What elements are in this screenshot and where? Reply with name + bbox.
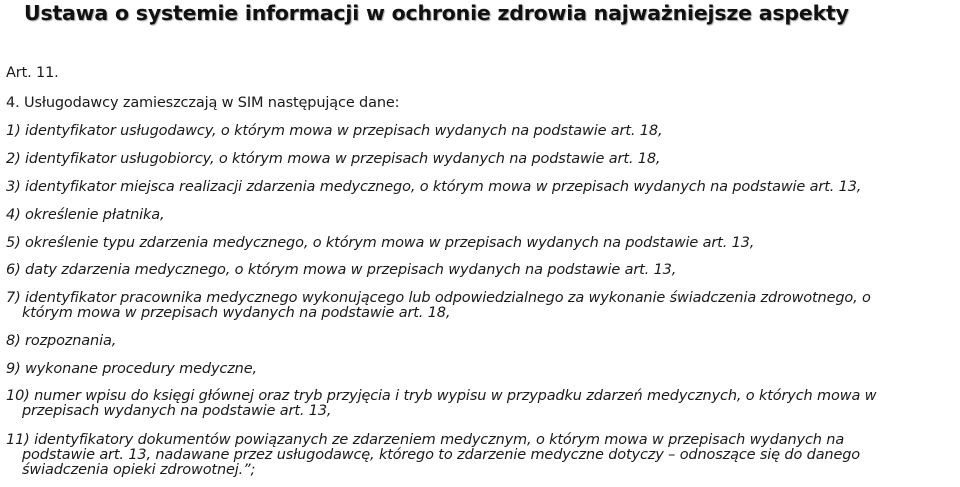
list-item-2: 2) identyfikator usługobiorcy, o którym mowa w przepisach wydanych na podstawie art. 18,	[6, 151, 661, 167]
list-item-intro: 4. Usługodawcy zamieszczają w SIM następujące dane:	[6, 95, 400, 111]
list-item-3: 3) identyfikator miejsca realizacji zdarzenia medycznego, o którym mowa w przepisach wydanych na podstawie art. 13,	[6, 179, 862, 195]
list-item-1: 1) identyfikator usługodawcy, o którym mowa w przepisach wydanych na podstawie art. 18,	[6, 123, 663, 139]
article-number: Art. 11.	[6, 65, 59, 81]
list-item-11-continuation: podstawie art. 13, nadawane przez usługodawcę, którego to zdarzenie medyczne dotyczy – odnoszące się do danego	[22, 447, 861, 463]
list-item-8: 8) rozpoznania,	[6, 333, 117, 349]
list-item-10: 10) numer wpisu do księgi głównej oraz tryb przyjęcia i tryb wypisu w przypadku zdarzeń medycznych, o których mowa w	[6, 388, 877, 404]
list-item-11: 11) identyfikatory dokumentów powiązanych ze zdarzeniem medycznym, o którym mowa w przepisach wydanych na	[6, 432, 845, 448]
list-item-10-continuation: przepisach wydanych na podstawie art. 13,	[22, 403, 332, 419]
list-item-4: 4) określenie płatnika,	[6, 207, 165, 223]
list-item-9: 9) wykonane procedury medyczne,	[6, 361, 257, 377]
list-item-7-continuation: którym mowa w przepisach wydanych na podstawie art. 18,	[22, 305, 451, 321]
list-item-6: 6) daty zdarzenia medycznego, o którym mowa w przepisach wydanych na podstawie art. 13,	[6, 262, 677, 278]
list-item-5: 5) określenie typu zdarzenia medycznego, o którym mowa w przepisach wydanych na podstawie art. 13,	[6, 235, 755, 251]
list-item-11-continuation-2: świadczenia opieki zdrowotnej.”;	[22, 462, 256, 478]
page-title: Ustawa o systemie informacji w ochronie zdrowia najważniejsze aspekty	[24, 1, 849, 25]
list-item-7: 7) identyfikator pracownika medycznego wykonującego lub odpowiedzialnego za wykonanie świadczenia zdrowotnego, o	[6, 290, 871, 306]
